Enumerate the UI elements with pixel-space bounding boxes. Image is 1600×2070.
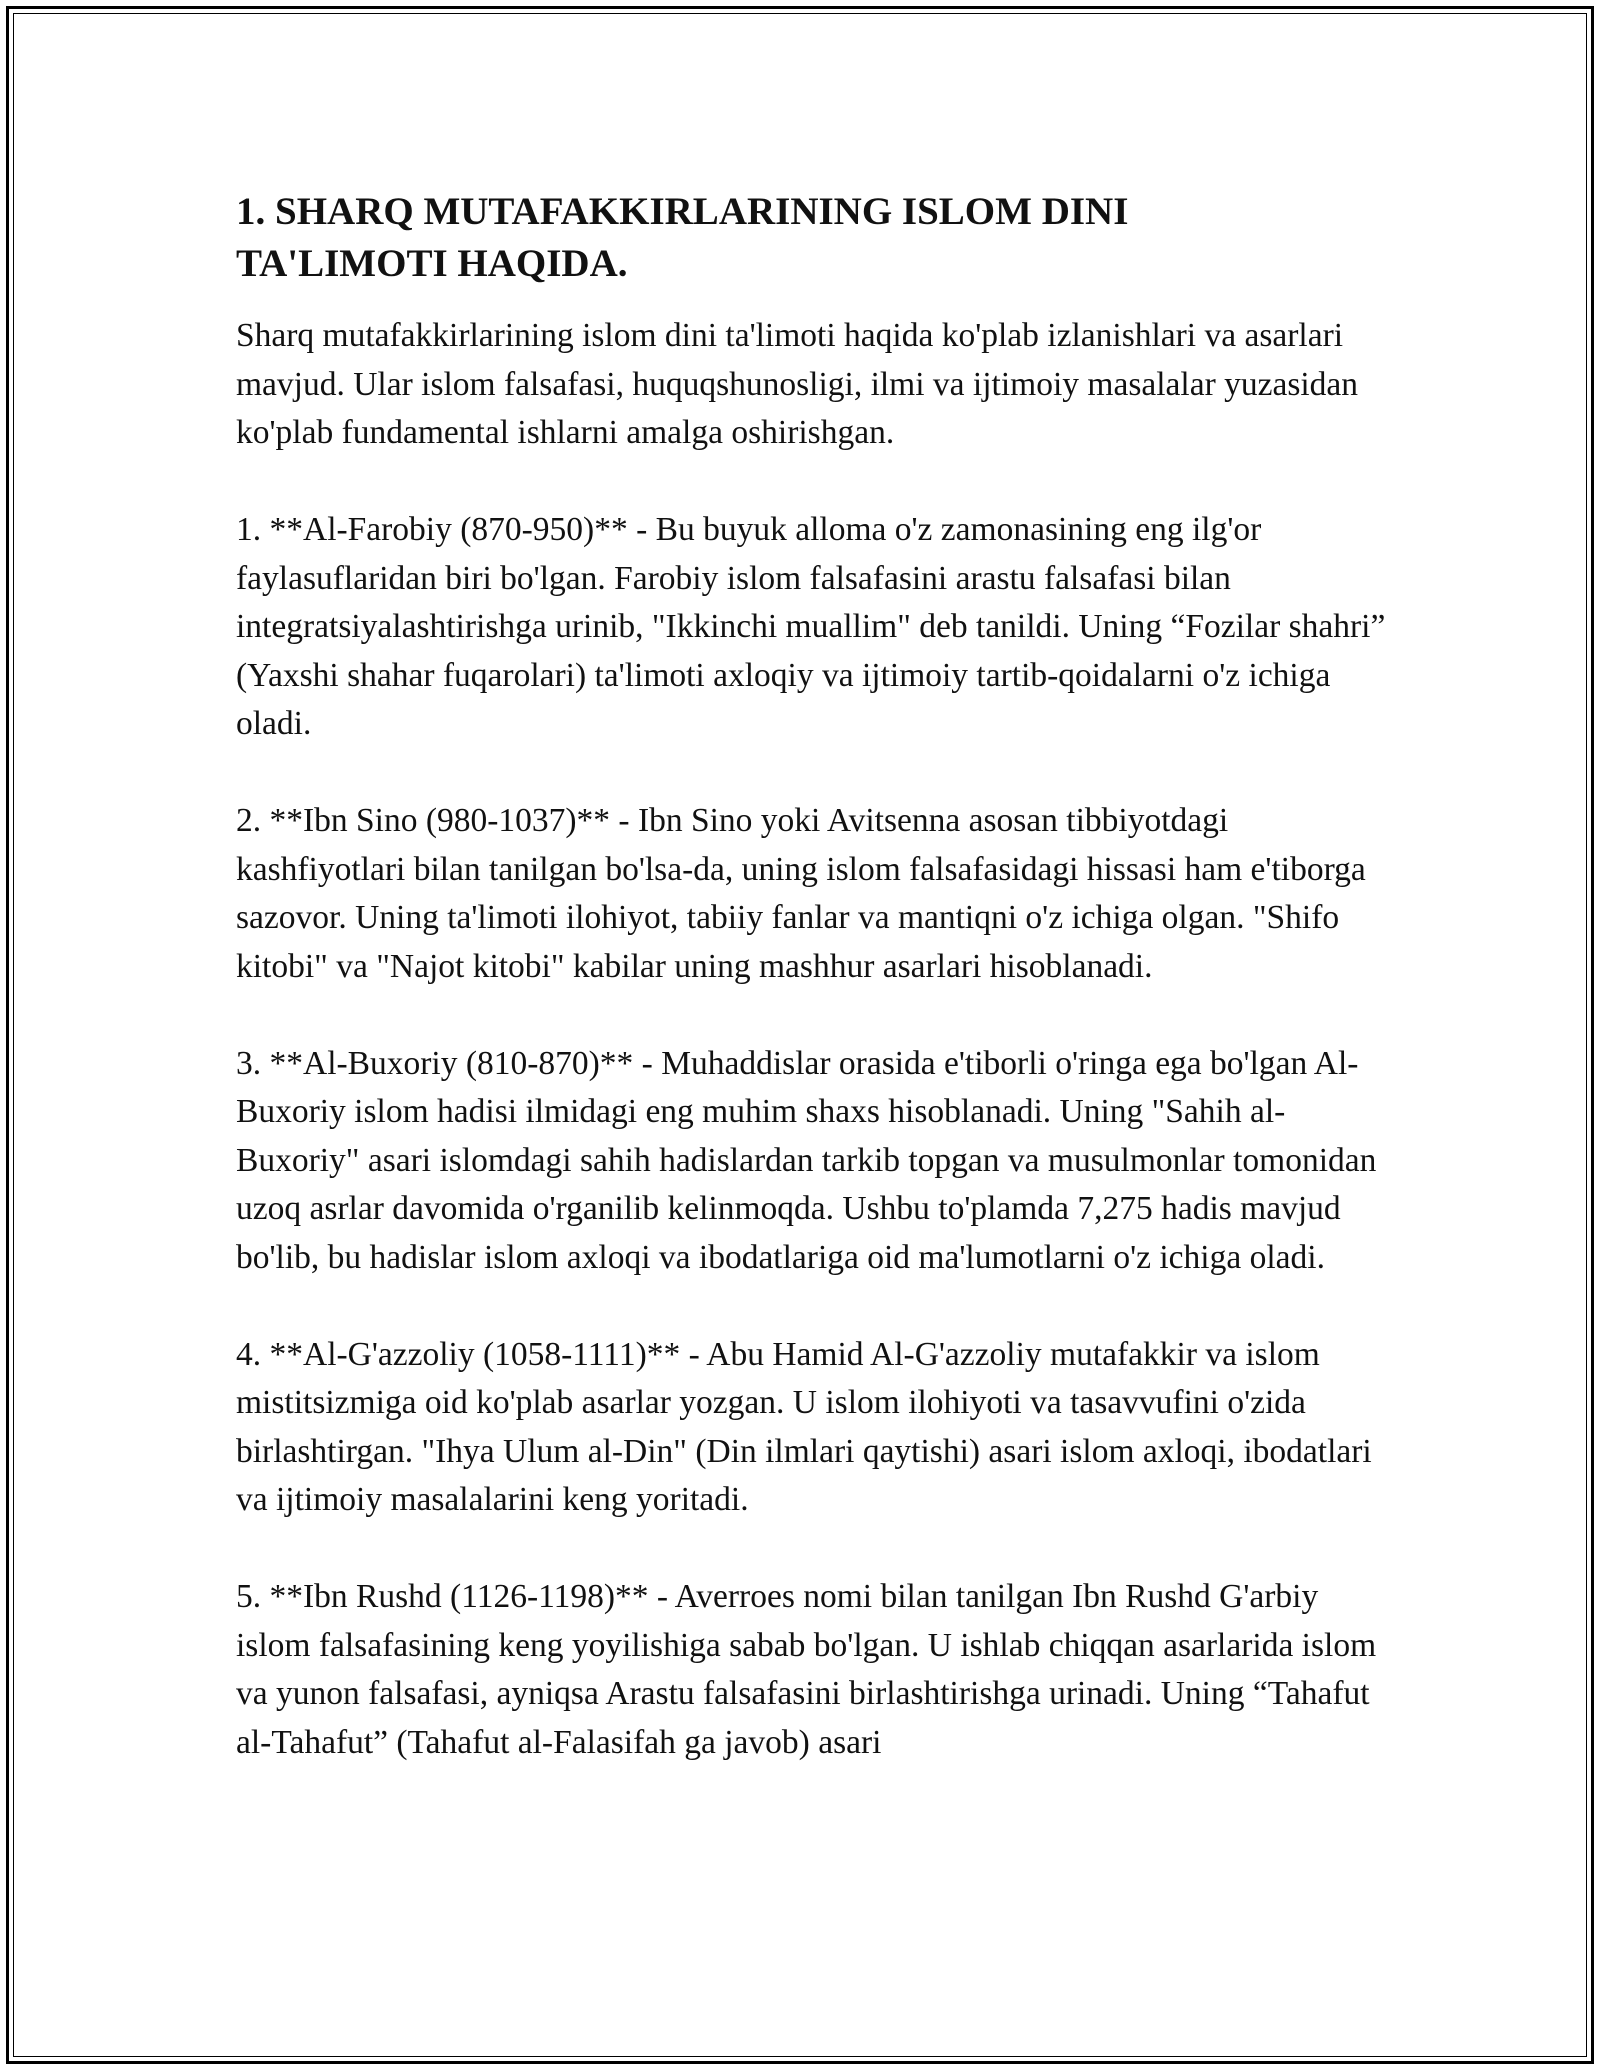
paragraph-al-buxoriy: 3. **Al-Buxoriy (810-870)** - Muhaddislar orasida e'tiborli o'ringa ega bo'lgan Al-Buxoriy islom hadisi ilmidagi eng muhim shaxs hisoblanadi. Uning "Sahih al-Buxoriy" asari islomdagi sahih hadislardan tarkib topgan va musulmonlar tomonidan uzoq asrlar davomida o'rganilib kelinmoqda. Ushbu to'plamda 7,275 hadis mavjud bo'lib, bu hadislar islom axloqi va ibodatlariga oid ma'lumotlarni o'z ichiga oladi.	[236, 1044, 1377, 1276]
paragraph-ibn-sino: 2. **Ibn Sino (980-1037)** - Ibn Sino yoki Avitsenna asosan tibbiyotdagi kashfiyotlari bilan tanilgan bo'lsa-da, uning islom falsafasidagi hissasi ham e'tiborga sazovor. Uning ta'limoti ilohiyot, tabiiy fanlar va mantiqni o'z ichiga olgan. "Shifo kitobi" va "Najot kitobi" kabilar uning mashhur asarlari hisoblanadi.	[236, 802, 1366, 985]
intro-paragraph: Sharq mutafakkirlarining islom dini ta'limoti haqida ko'plab izlanishlari va asarlari mavjud. Ular islom falsafasi, huquqshunosligi, ilmi va ijtimoiy masalalar yuzasidan ko'plab fundamental ishlarni amalga oshirishgan.	[236, 317, 1359, 451]
paragraph-al-farobiy: 1. **Al-Farobiy (870-950)** - Bu buyuk alloma o'z zamonasining eng ilg'or faylasuflaridan biri bo'lgan. Farobiy islom falsafasini arastu falsafasi bilan integratsiyalashtirishga urinib, "Ikkinchi muallim" deb tanildi. Uning “Fozilar shahri” (Yaxshi shahar fuqarolari) ta'limoti axloqiy va ijtimoiy tartib-qoidalarni o'z ichiga oladi.	[236, 511, 1386, 742]
paragraph-al-gazzoliy: 4. **Al-G'azzoliy (1058-1111)** - Abu Hamid Al-G'azzoliy mutafakkir va islom mistitsizmiga oid ko'plab asarlar yozgan. U islom ilohiyoti va tasavvufini o'zida birlashtirgan. "Ihya Ulum al-Din" (Din ilmlari qaytishi) asari islom axloqi, ibodatlari va ijtimoiy masalalarini keng yoritadi.	[236, 1335, 1372, 1518]
document-heading: 1. SHARQ MUTAFAKKIRLARINING ISLOM DINI TA'LIMOTI HAQIDA.	[236, 190, 1129, 285]
document-body	[236, 186, 1386, 1816]
paragraph-ibn-rushd: 5. **Ibn Rushd (1126-1198)** - Averroes nomi bilan tanilgan Ibn Rushd G'arbiy islom falsafasining keng yoyilishiga sabab bo'lgan. U ishlab chiqqan asarlarida islom va yunon falsafasi, ayniqsa Arastu falsafasini birlashtirishga urinadi. Uning “Tahafut al-Tahafut” (Tahafut al-Falasifah ga javob) asari	[236, 1578, 1377, 1761]
